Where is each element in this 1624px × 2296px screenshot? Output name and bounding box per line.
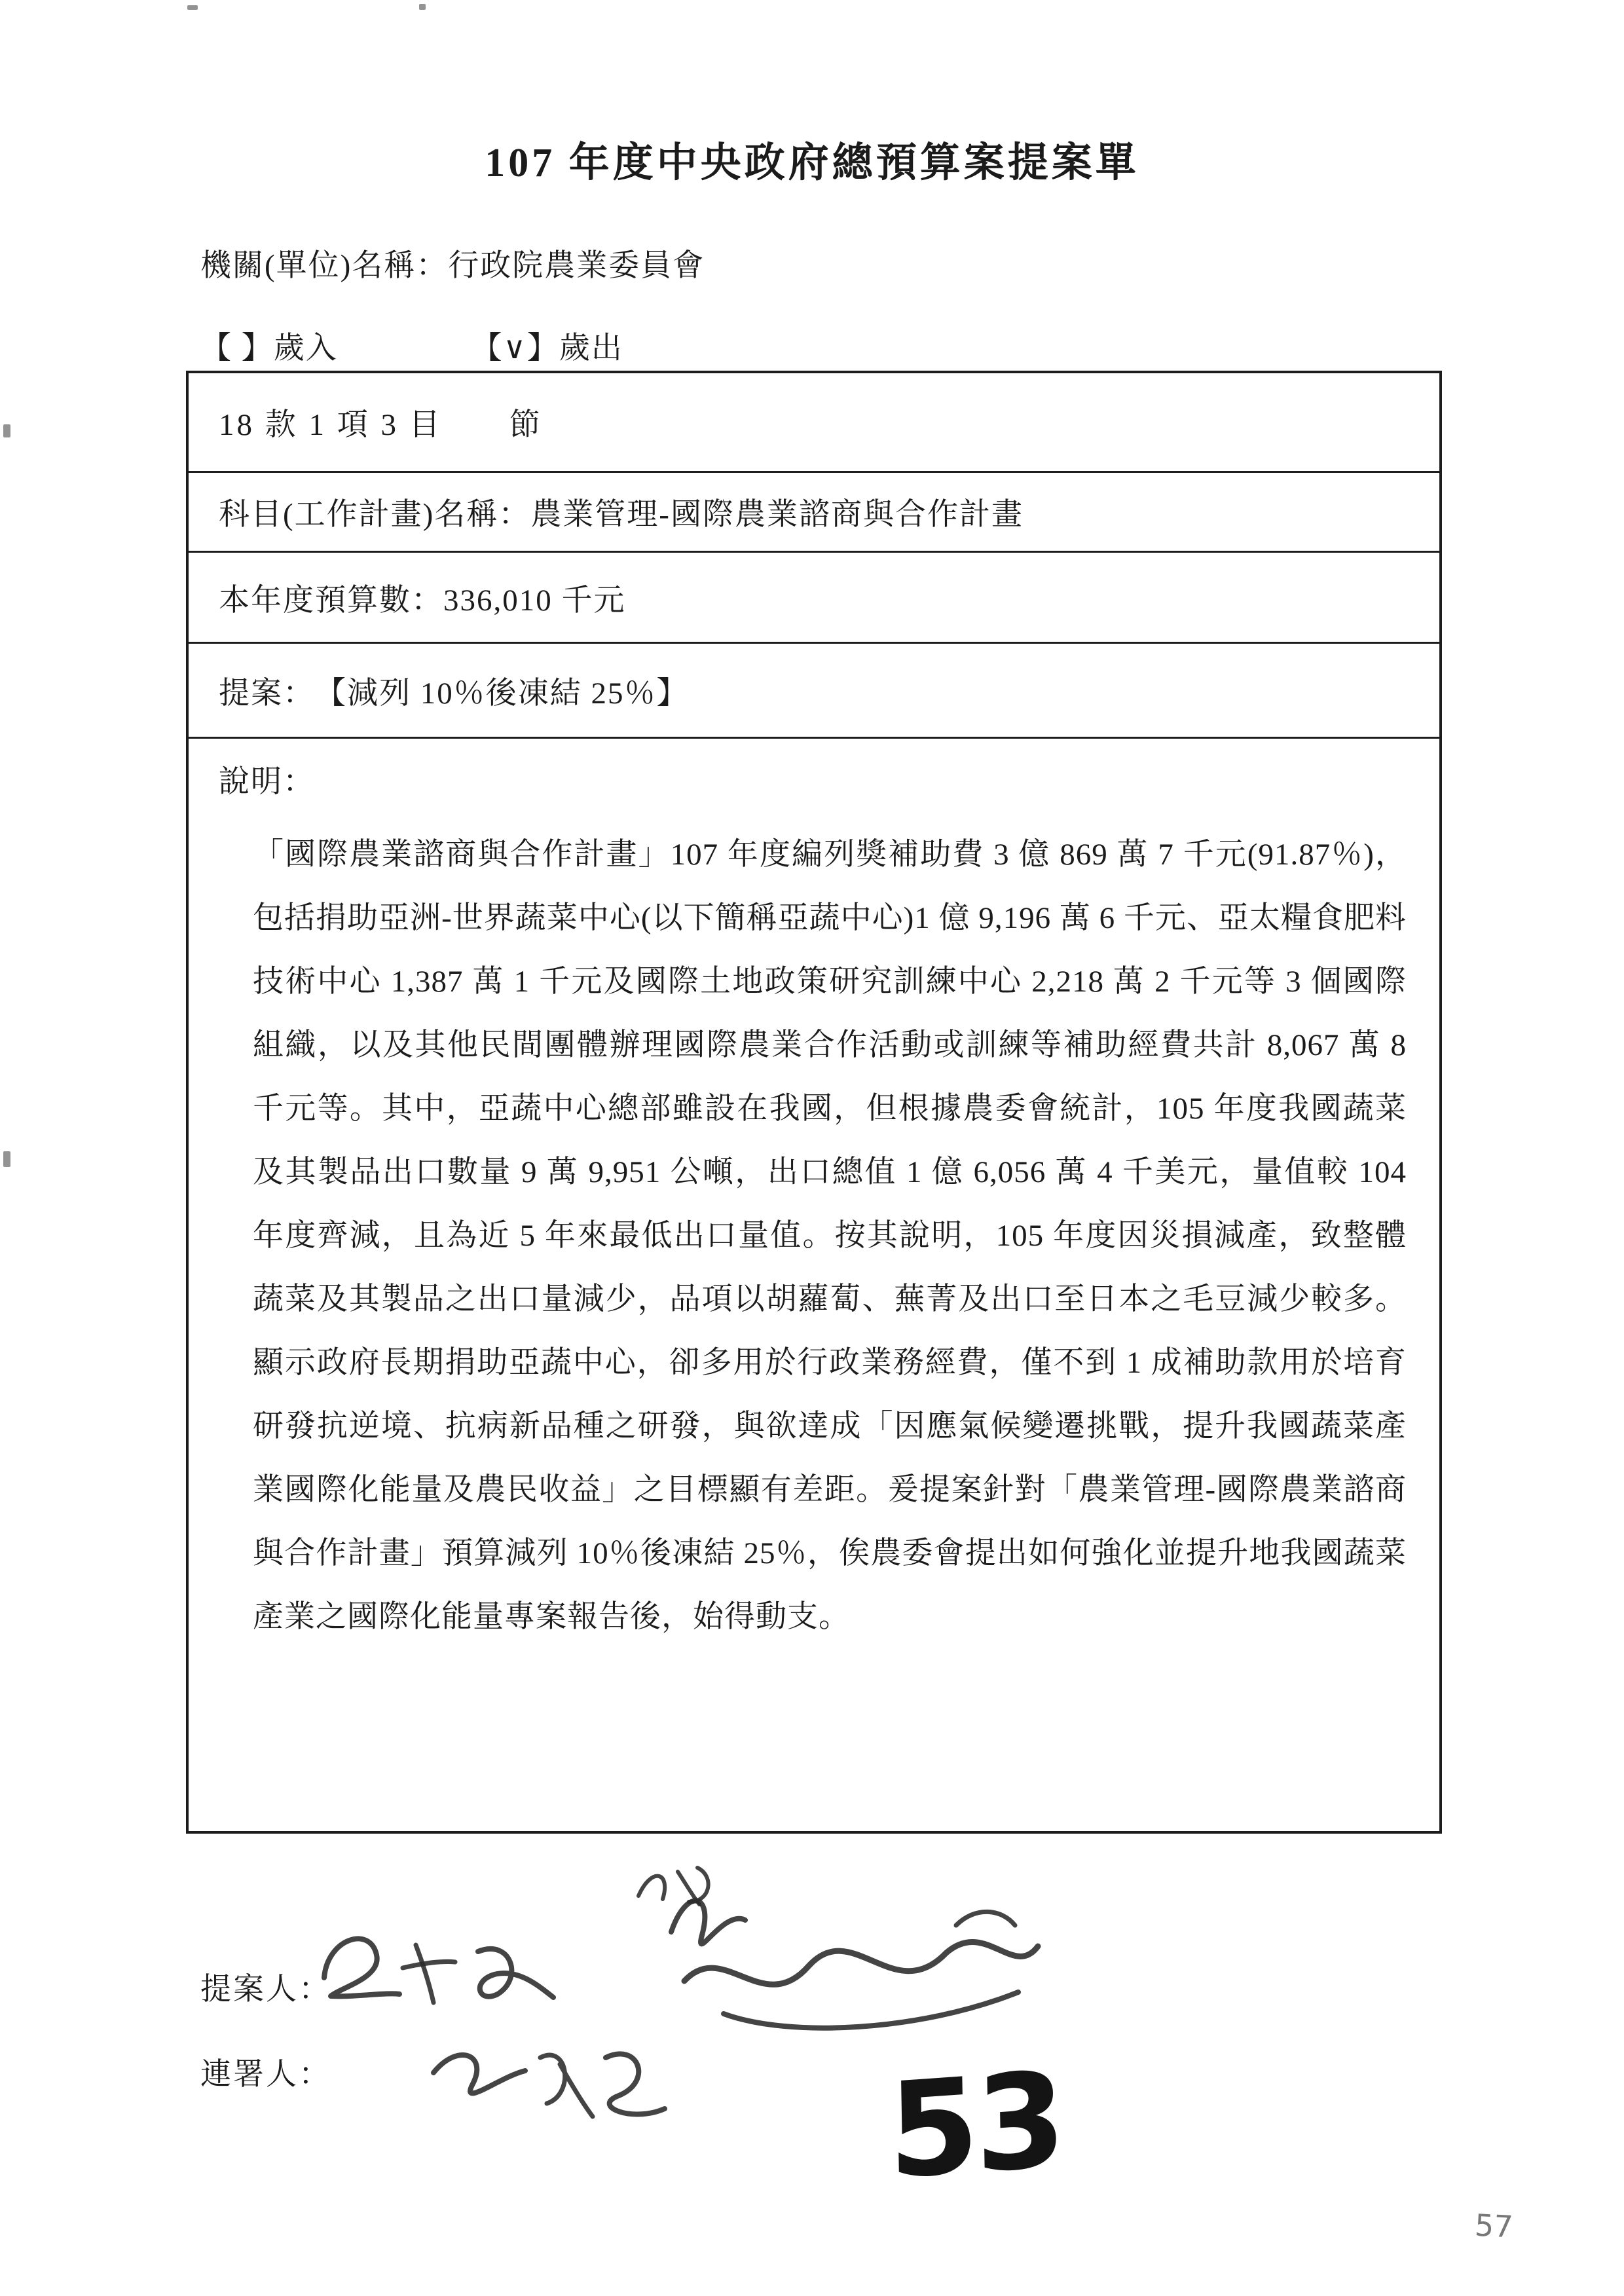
expenditure-checkbox: 【∨】歲出 — [471, 331, 623, 365]
subject-value: 農業管理-國際農業諮商與合作計畫 — [530, 498, 1024, 532]
revenue-checkbox: 【 】歲入 — [200, 331, 338, 365]
budget-label: 本年度預算數： — [219, 583, 443, 618]
proposal-value: 【減列 10％後凍結 25％】 — [315, 676, 689, 711]
subject-label: 科目(工作計畫)名稱： — [219, 498, 531, 532]
category-checkbox-line — [200, 324, 623, 367]
scan-artifact — [3, 424, 10, 437]
description-label: 說明： — [219, 765, 315, 799]
agency-label: 機關(單位)名稱： — [200, 249, 449, 283]
agency-line — [200, 241, 705, 285]
proposer-signature — [324, 1938, 553, 2003]
proposal-row — [189, 644, 1439, 739]
proposal-form-box — [186, 371, 1442, 1834]
proposer-label: 提案人： — [200, 1972, 331, 2007]
description-body: 「國際農業諮商與合作計畫」107 年度編列獎補助費 3 億 869 萬 7 千元(91.87％)，包括捐助亞洲-世界蔬菜中心(以下簡稱亞蔬中心)1 億 9,196 萬 6 千元、亞太糧食肥料技術中心 1,387 萬 1 千元及國際土地政策研究訓練中心 2,218 萬 2 千元等 3 個國際組織，以及其他民間團體辦理國際農業合作活動或訓練等補助經費共計 8,067 萬 8 千元等。其中，亞蔬中心總部雖設在我國，但根據農委會統計，105 年度我國蔬菜及其製品出口數量 9 萬 9,951 公噸，出口總值 1 億 6,056 萬 4 千美元，量值較 104 年度齊減，且為近 5 年來最低出口量值。按其說明，105 年度因災損減產，致整體蔬菜及其製品之出口量減少，品項以胡蘿蔔、蕪菁及出口至日本之毛豆減少較多。顯示政府長期捐助亞蔬中心，卻多用於行政業務經費，僅不到 1 成補助款用於培育研發抗逆境、抗病新品種之研發，與欲達成「因應氣候變遷挑戰，提升我國蔬菜產業國際化能量及農民收益」之目標顯有差距。爰提案針對「農業管理-國際農業諮商與合作計畫」預算減列 10％後凍結 25％，俟農委會提出如何強化並提升地我國蔬菜產業之國際化能量專案報告後，始得動支。 — [253, 838, 1407, 1634]
agency-value: 行政院農業委員會 — [448, 249, 705, 283]
item-row — [189, 373, 1439, 473]
document-title: 107 年度中央政府總預算案提案單 — [485, 141, 1139, 185]
cosigner-label: 連署人： — [200, 2058, 331, 2092]
secondary-signature — [638, 1868, 1038, 2028]
handwritten-page-number: 53 — [887, 2043, 1064, 2209]
item-line: 18 款 1 項 3 目 節 — [219, 408, 543, 442]
proposal-label: 提案： — [219, 676, 315, 711]
scan-artifact — [3, 1151, 10, 1167]
description-row — [189, 739, 1439, 1831]
scan-artifact — [419, 4, 426, 10]
budget-row — [189, 553, 1439, 644]
scan-artifact — [187, 5, 198, 10]
budget-value: 336,010 千元 — [443, 583, 626, 618]
corner-mark: 57 — [1473, 2207, 1514, 2245]
cosigner-signature — [434, 2054, 665, 2117]
subject-row — [189, 473, 1439, 553]
